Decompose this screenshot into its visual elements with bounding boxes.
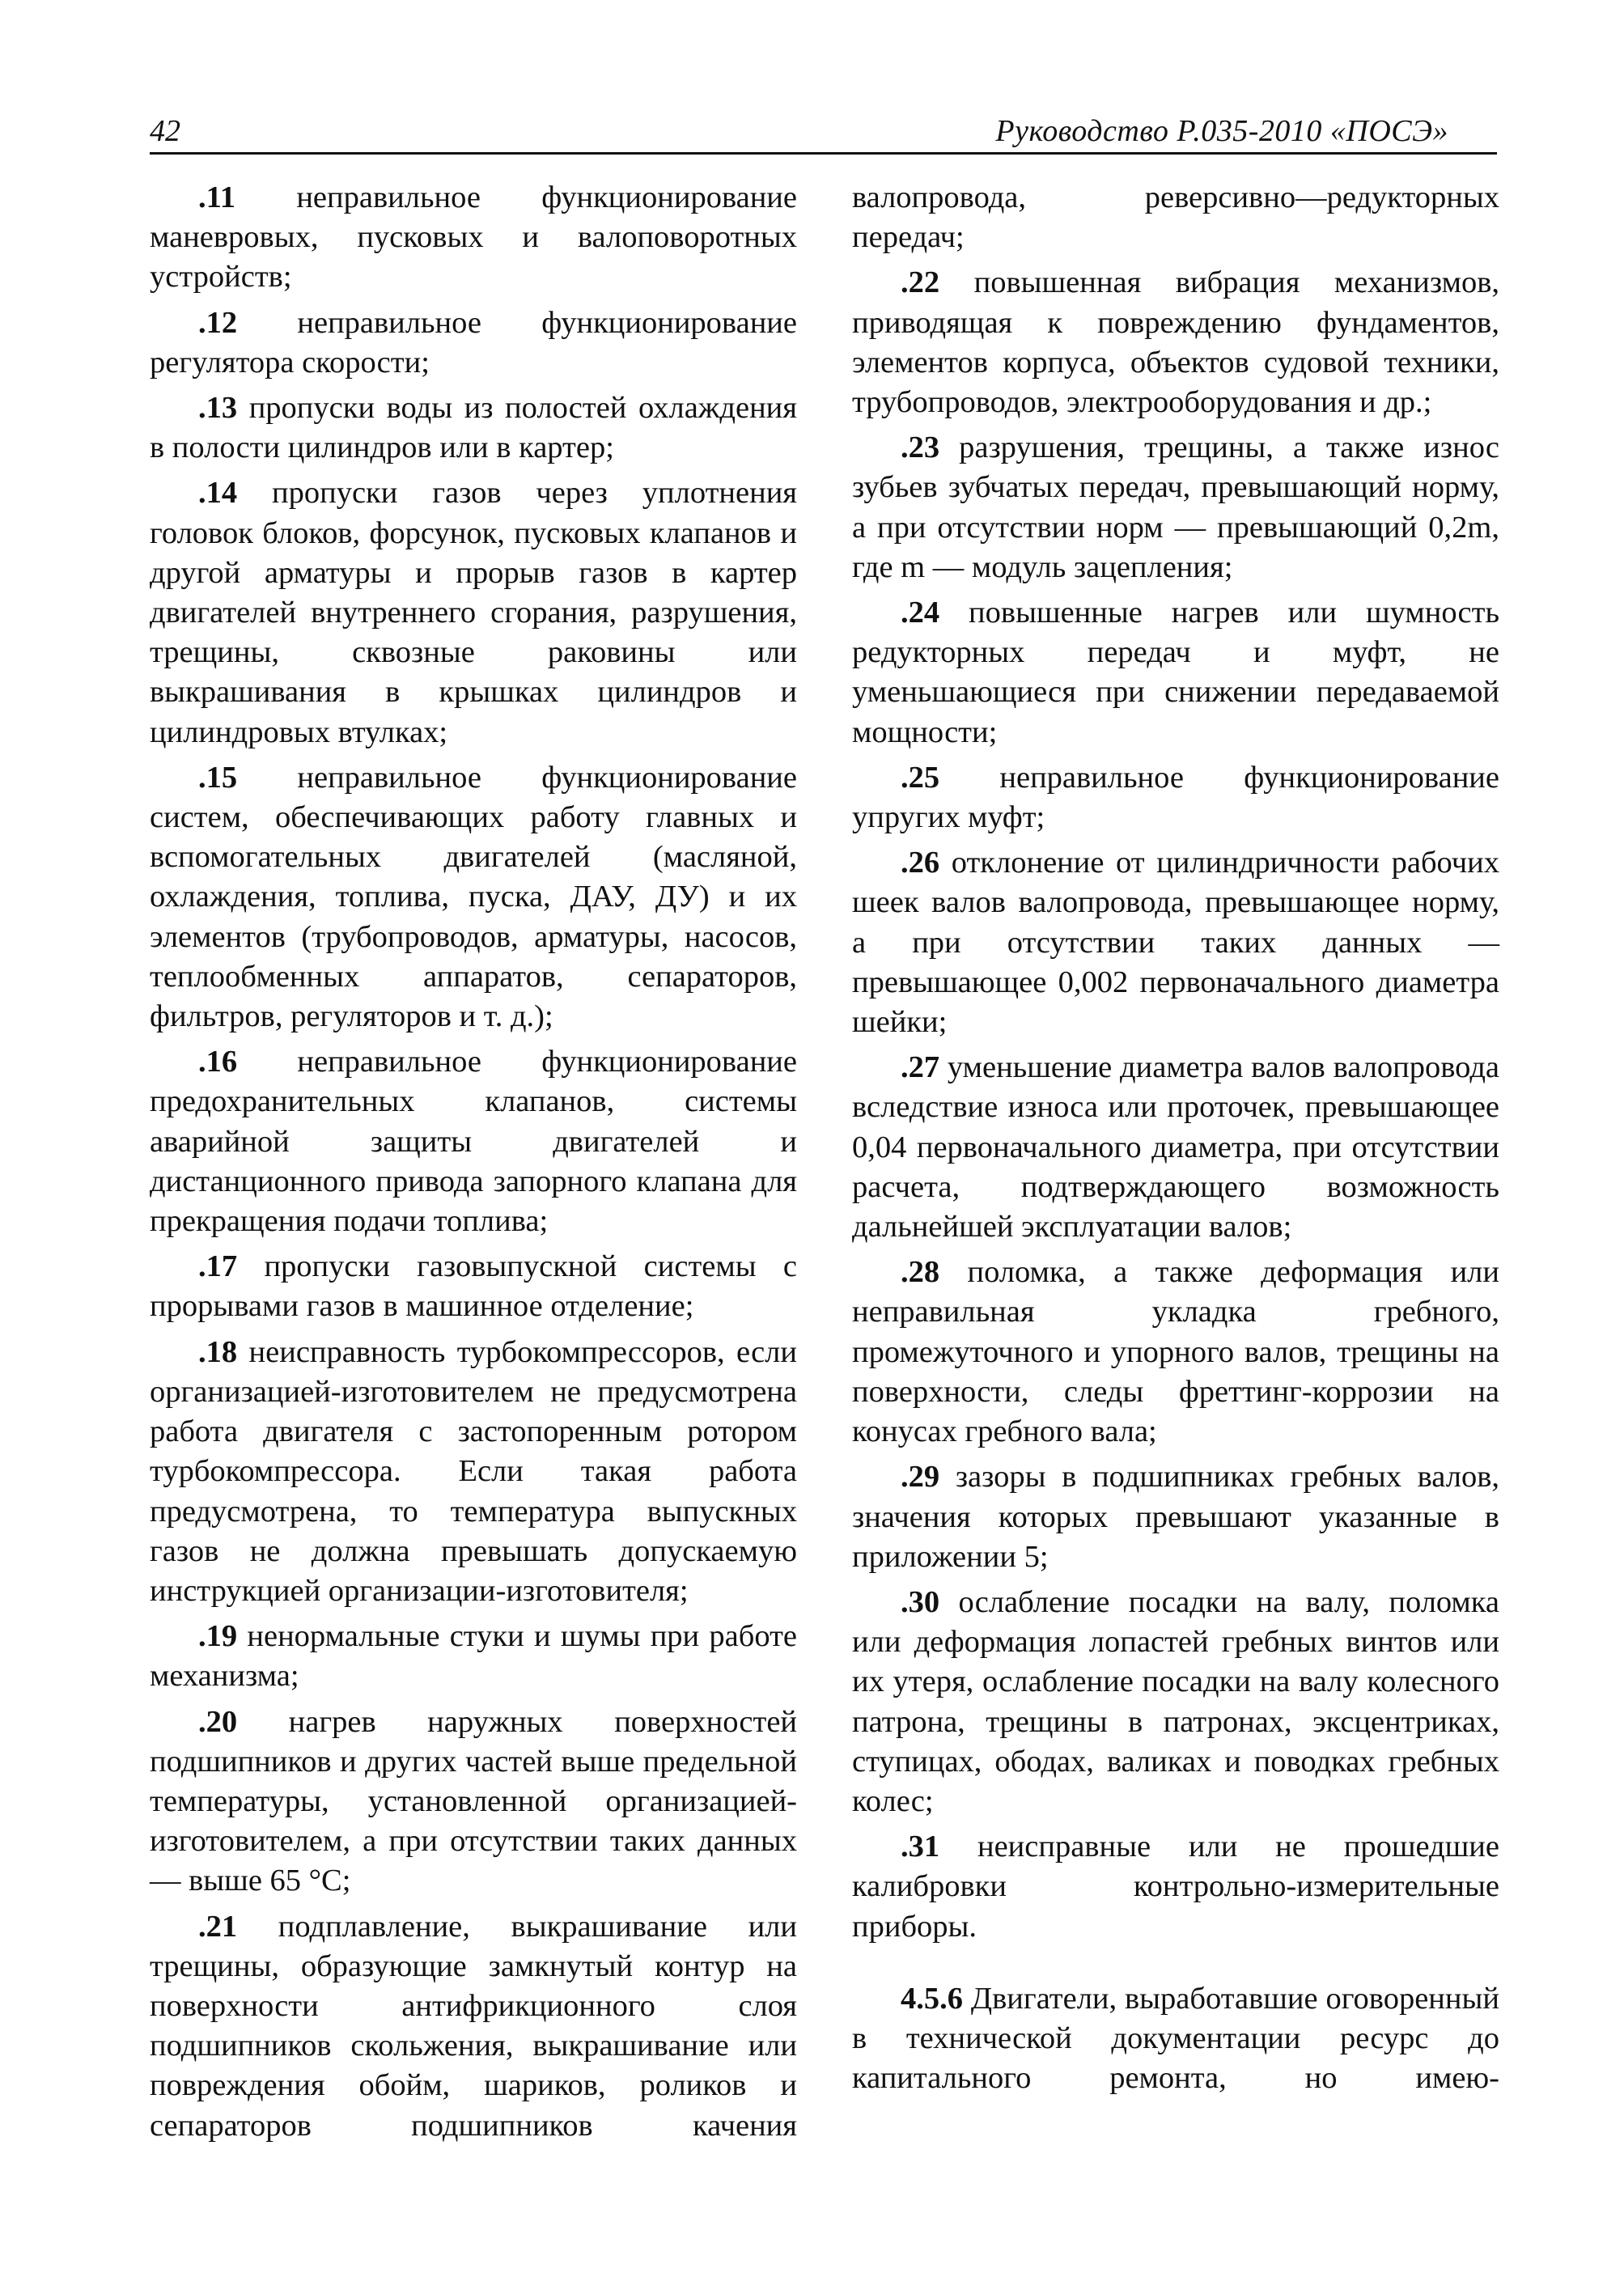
item-number: .17 xyxy=(198,1249,238,1284)
item-text: пропуски газов через уплотнения головок блоков, форсунок, пусковых клапанов и другой арматуры и прорыв газов в картер двигателей внутреннего сгорания, разрушения, трещины, сквозные раковины или выкрашивания в крышках цилиндров и цилиндровых втулках; xyxy=(150,476,798,749)
right-column xyxy=(852,178,1499,2104)
item-number: .15 xyxy=(198,760,238,795)
running-title: Руководство Р.035-2010 «ПОСЭ» xyxy=(995,114,1448,148)
list-item xyxy=(852,1457,1499,1577)
item-text: зазоры в подшипниках гребных валов, значения которых превышают указанные в приложении 5; xyxy=(852,1460,1500,1574)
item-number: .24 xyxy=(901,596,940,630)
item-text: пропуски воды из полостей охлаждения в полости цилиндров или в картер; xyxy=(150,391,797,465)
list-item xyxy=(852,1048,1499,1247)
list-item xyxy=(852,843,1499,1042)
item-number: .26 xyxy=(901,846,940,880)
item-number: .29 xyxy=(901,1460,940,1495)
section-text: Двигатели, выработавшие оговоренный в технической документации ресурс до капитального ремонта, но имею- xyxy=(852,1981,1499,2096)
item-number: .21 xyxy=(198,1909,238,1944)
item-number: .12 xyxy=(198,305,238,340)
list-item xyxy=(150,303,797,383)
list-item xyxy=(150,473,797,752)
item-text: неисправность турбокомпрессоров, если организацией-изготовителем не предусмотрена работа двигателя с застопоренным ротором турбокомпрессора. Если такая работа предусмотрена, то температура выпускных газов не должна превышать допускаемую инструкцией организации-изготовителя; xyxy=(150,1334,797,1608)
list-item xyxy=(150,758,797,1037)
list-item xyxy=(150,1702,797,1902)
item-text: неправильное функционирование маневровых, пусковых и валоповоротных устройств; xyxy=(150,180,797,295)
item-text: неправильное функционирование регулятора скорости; xyxy=(150,305,797,380)
list-item xyxy=(150,178,797,298)
item-text: ненормальные стуки и шумы при работе механизма; xyxy=(150,1619,797,1694)
list-item xyxy=(150,1907,797,2146)
list-item xyxy=(150,1333,797,1611)
item-number: .11 xyxy=(198,180,236,214)
item-text: повышенные нагрев или шумность редукторных передач и муфт, не уменьшающиеся при снижении передаваемой мощности; xyxy=(852,596,1499,749)
item-number: .31 xyxy=(901,1830,940,1864)
section-number: 4.5.6 xyxy=(901,1981,963,2016)
list-item xyxy=(852,1583,1499,1821)
item-text: разрушения, трещины, а также износ зубьев зубчатых передач, превышающий норму, а при отсутствии норм — превышающий 0,2m, где m — модуль зацепления; xyxy=(852,430,1499,584)
page-header xyxy=(150,110,1497,155)
list-item xyxy=(852,758,1499,837)
item-text: ослабление посадки на валу, поломка или деформация лопастей гребных винтов или их утеря, ослабление посадки на валу колесного патрона, трещины в патронах, эксцентриках, ступицах, ободах, валиках и поводках гребных колес; xyxy=(852,1584,1499,1818)
item-text: неправильное функционирование систем, обеспечивающих работу главных и вспомогательных двигателей (масляной, охлаждения, топлива, пуска, ДАУ, ДУ) и их элементов (трубопроводов, арматуры, насосов, теплообменных аппаратов, сепараторов, фильтров, регуляторов и т. д.); xyxy=(150,760,797,1034)
list-item xyxy=(150,1042,797,1241)
item-text: нагрев наружных поверхностей подшипников и других частей выше предельной температуры, установленной организацией-изготовителем, а при отсутствии таких данных — выше 65 °С; xyxy=(150,1704,798,1898)
continued-text: валопровода, реверсивно—редукторных передач; xyxy=(852,180,1499,255)
item-number: .25 xyxy=(901,760,940,795)
list-item xyxy=(852,1827,1499,1947)
item-number: .23 xyxy=(901,430,940,465)
list-item xyxy=(852,593,1499,753)
left-column xyxy=(150,178,797,2152)
item-number: .27 xyxy=(901,1050,940,1085)
item-number: .18 xyxy=(198,1334,238,1369)
list-item xyxy=(150,1247,797,1326)
list-item xyxy=(852,263,1499,422)
list-item xyxy=(150,388,797,468)
item-number: .20 xyxy=(198,1704,238,1739)
item-text: подплавление, выкрашивание или трещины, образующие замкнутый контур на поверхности антифрикционного слоя подшипников скольжения, выкрашивание или повреждения обойм, шариков, роликов и сепараторов подшипников качения xyxy=(150,1909,797,2143)
item-text: неисправные или не прошедшие калибровки контрольно-измерительные приборы. xyxy=(852,1830,1499,1944)
list-item xyxy=(852,1253,1499,1452)
item-text: неправильное функционирование предохранительных клапанов, системы аварийной защиты двигателей и дистанционного привода запорного клапана для прекращения подачи топлива; xyxy=(150,1045,797,1239)
item-number: .22 xyxy=(901,265,940,300)
list-item xyxy=(852,428,1499,587)
item-number: .14 xyxy=(198,476,238,511)
item-text: неправильное функционирование упругих муфт; xyxy=(852,760,1499,835)
item-text: поломка, а также деформация или неправильная укладка гребного, промежуточного и упорного валов, трещины на поверхности, следы фреттинг-коррозии на конусах гребного вала; xyxy=(852,1255,1499,1449)
item-text: повышенная вибрация механизмов, приводящая к повреждению фундаментов, элементов корпуса, объектов судовой техники, трубопроводов, электрооборудования и др.; xyxy=(852,265,1499,420)
item-text: отклонение от цилиндричности рабочих шеек валов валопровода, превышающее норму, а при отсутствии таких данных — превышающее 0,002 первоначального диаметра шейки; xyxy=(852,846,1499,1040)
item-number: .16 xyxy=(198,1045,238,1079)
list-item xyxy=(150,1617,797,1696)
section-paragraph xyxy=(852,1979,1499,2099)
item-text: пропуски газовыпускной системы с прорывами газов в машинное отделение; xyxy=(150,1249,797,1324)
item-number: .13 xyxy=(198,391,238,426)
item-text: уменьшение диаметра валов валопровода вследствие износа или проточек, превышающее 0,04 первоначального диаметра, при отсутствии расчета, подтверждающего возможность дальнейшей эксплуатации валов; xyxy=(852,1050,1499,1245)
item-number: .30 xyxy=(901,1584,940,1619)
page-number: 42 xyxy=(150,114,180,148)
item-number: .28 xyxy=(901,1255,940,1290)
item-number: .19 xyxy=(198,1619,238,1654)
